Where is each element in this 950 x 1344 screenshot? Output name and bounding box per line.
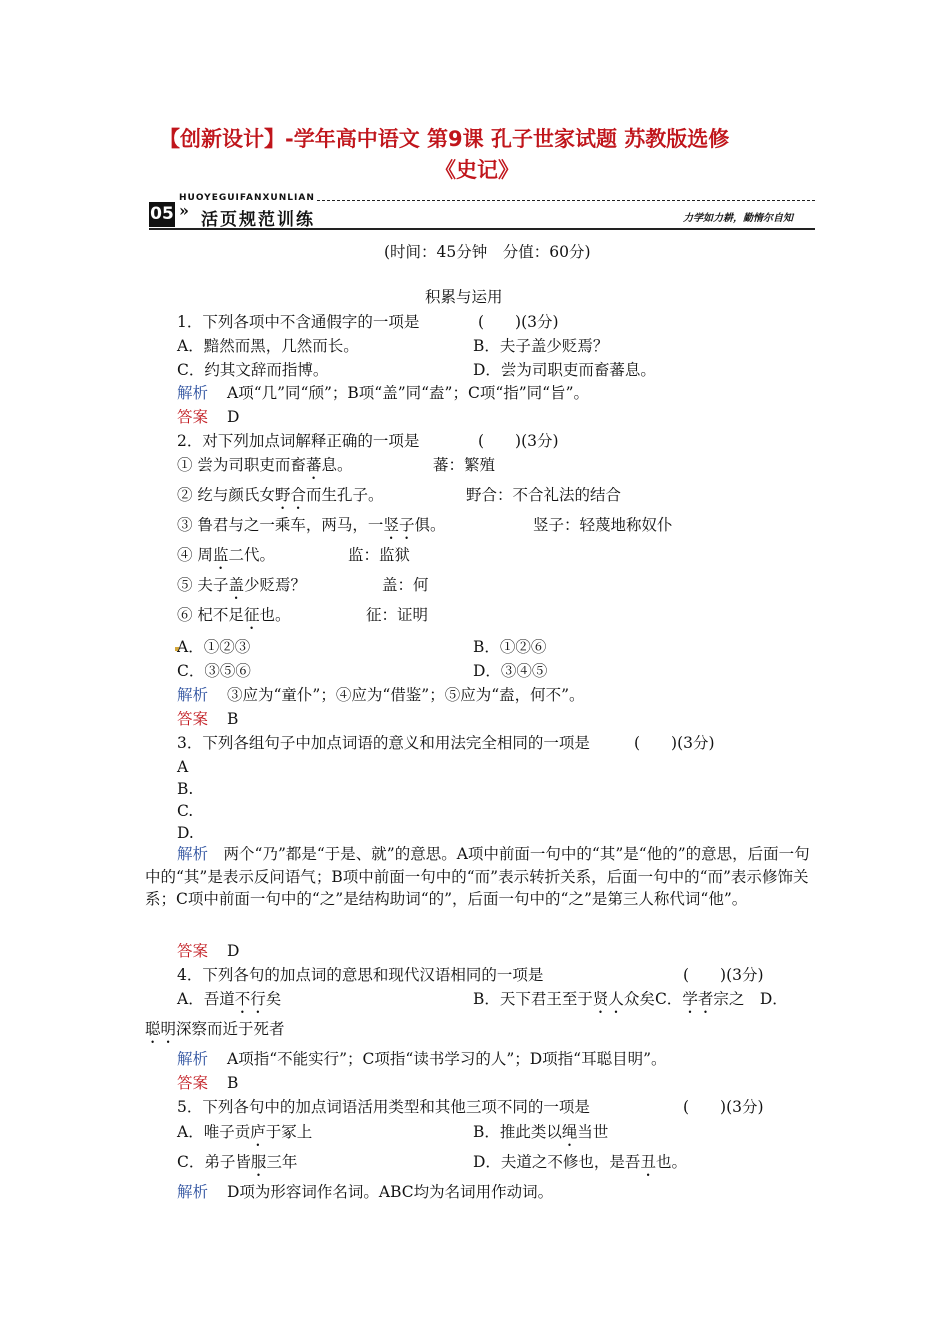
q2-item-2-gloss: 野合：不合礼法的结合 bbox=[466, 486, 622, 504]
q3-option-d: D. bbox=[177, 824, 194, 842]
q1-answer-label: 答案 bbox=[177, 408, 209, 426]
q2-analysis-label: 解析 bbox=[177, 686, 209, 704]
q3-option-a: A bbox=[177, 758, 189, 776]
q3-option-c: C. bbox=[177, 802, 194, 820]
q1-answer: D bbox=[227, 408, 240, 426]
q3-analysis-block bbox=[145, 843, 813, 911]
q2-analysis: ③应为“童仆”；④应为“借鉴”；⑤应为“盍，何不”。 bbox=[227, 686, 585, 704]
q1-score: ( )(3分) bbox=[478, 313, 559, 331]
q1-analysis: A项“几”同“颀”；B项“盖”同“盍”；C项“指”同“旨”。 bbox=[227, 384, 590, 402]
q2-item-3-gloss: 竖子：轻蔑地称奴仆 bbox=[533, 516, 673, 534]
q4-stem: 4．下列各句的加点词的意思和现代汉语相同的一项是 bbox=[177, 966, 544, 984]
banner-dashed-rule bbox=[317, 200, 815, 201]
q4-analysis: A项指“不能实行”；C项指“读书学习的人”；D项指“耳聪目明”。 bbox=[227, 1050, 667, 1068]
q4-option-a: A．吾道不行矣 bbox=[177, 990, 282, 1008]
q1-option-b: B．夫子盖少贬焉？ bbox=[473, 337, 609, 355]
q2-item-4-gloss: 监：监狱 bbox=[348, 546, 411, 564]
banner-number-badge: 05 bbox=[149, 202, 175, 227]
section-banner bbox=[145, 195, 815, 231]
q4-option-d-text: 聪明深察而近于死者 bbox=[145, 1020, 285, 1038]
q3-analysis-label: 解析 bbox=[177, 845, 209, 863]
q3-option-b: B. bbox=[177, 780, 194, 798]
q5-option-b: B．推此类以绳当世 bbox=[473, 1123, 609, 1141]
q3-score: ( )(3分) bbox=[634, 734, 715, 752]
banner-motto: 力学如力耕，勤惰尔自知 bbox=[683, 213, 793, 224]
q2-stem: 2．对下列加点词解释正确的一项是 bbox=[177, 432, 420, 450]
q1-option-a: A．黯然而黑，几然而长。 bbox=[177, 337, 359, 355]
q4-answer-label: 答案 bbox=[177, 1074, 209, 1092]
q2-item-2: ② 纥与颜氏女野合而生孔子。 bbox=[177, 486, 384, 504]
q5-score: ( )(3分) bbox=[683, 1098, 764, 1116]
q2-item-6-gloss: 征：证明 bbox=[366, 606, 429, 624]
time-score-info: (时间：45分钟 分值：60分) bbox=[384, 243, 591, 261]
q1-option-d: D．尝为司职吏而畜蕃息。 bbox=[473, 361, 656, 379]
q2-item-1-gloss: 蕃：繁殖 bbox=[433, 456, 496, 474]
banner-bottom-rule bbox=[149, 228, 815, 230]
q1-analysis-label: 解析 bbox=[177, 384, 209, 402]
q2-item-5: ⑤ 夫子盖少贬焉？ bbox=[177, 576, 306, 594]
q2-option-a: A．①②③ bbox=[177, 638, 251, 656]
q4-analysis-label: 解析 bbox=[177, 1050, 209, 1068]
banner-pinyin: HUOYEGUIFANXUNLIAN bbox=[179, 193, 315, 203]
q5-option-a: A．唯子贡庐于冢上 bbox=[177, 1123, 313, 1141]
q4-answer: B bbox=[227, 1074, 239, 1092]
q2-item-4: ④ 周监二代。 bbox=[177, 546, 275, 564]
q3-answer: D bbox=[227, 942, 240, 960]
q3-analysis: 两个“乃”都是“于是、就”的意思。A项中前面一句中的“其”是“他的”的意思，后面一句中的“其”是表示反问语气；B项中前面一句中的“而”表示转折关系，后面一句中的“而”表示修饰关系；C项中前面一句中的“之”是结构助词“的”，后面一句中的“之”是第三人称代词“他”。 bbox=[145, 845, 810, 908]
q5-analysis-label: 解析 bbox=[177, 1183, 209, 1201]
banner-chevron-icon: » bbox=[179, 201, 189, 220]
q2-option-b: B．①②⑥ bbox=[473, 638, 547, 656]
page-title-line1: 【创新设计】-学年高中语文 第9课 孔子世家试题 苏教版选修 bbox=[159, 127, 730, 151]
q5-option-d: D．夫道之不修也，是吾丑也。 bbox=[473, 1153, 687, 1171]
q1-stem: 1．下列各项中不含通假字的一项是 bbox=[177, 313, 420, 331]
q3-stem: 3．下列各组句子中加点词语的意义和用法完全相同的一项是 bbox=[177, 734, 590, 752]
q1-option-c: C．约其文辞而指博。 bbox=[177, 361, 329, 379]
q2-item-1: ① 尝为司职吏而畜蕃息。 bbox=[177, 456, 353, 474]
q2-score: ( )(3分) bbox=[478, 432, 559, 450]
page-title-line2: 《史记》 bbox=[435, 158, 519, 182]
q4-score: ( )(3分) bbox=[683, 966, 764, 984]
q2-option-c: C．③⑤⑥ bbox=[177, 662, 251, 680]
q4-option-b-c-d: B．天下君王至于贤人众矣C．学者宗之 D． bbox=[473, 990, 788, 1008]
q2-answer: B bbox=[227, 710, 239, 728]
q5-stem: 5．下列各句中的加点词语活用类型和其他三项不同的一项是 bbox=[177, 1098, 590, 1116]
banner-title: 活页规范训练 bbox=[201, 210, 315, 230]
q2-item-3: ③ 鲁君与之一乘车，两马，一竖子俱。 bbox=[177, 516, 446, 534]
section-title: 积累与运用 bbox=[425, 288, 503, 306]
q2-answer-label: 答案 bbox=[177, 710, 209, 728]
q2-item-6: ⑥ 杞不足征也。 bbox=[177, 606, 291, 624]
q5-analysis: D项为形容词作名词。ABC均为名词用作动词。 bbox=[227, 1183, 554, 1201]
q2-item-5-gloss: 盖：何 bbox=[382, 576, 429, 594]
q3-answer-label: 答案 bbox=[177, 942, 209, 960]
q2-option-d: D．③④⑤ bbox=[473, 662, 548, 680]
q5-option-c: C．弟子皆服三年 bbox=[177, 1153, 298, 1171]
